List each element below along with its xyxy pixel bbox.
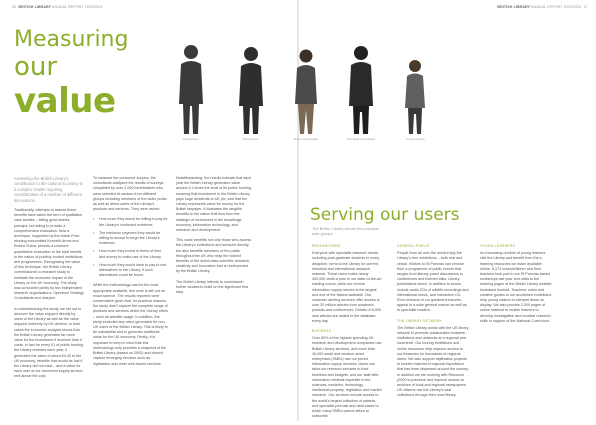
- list-item: • How much they invest in terms of time and money to make use of the Library.: [93, 249, 168, 259]
- paragraph: Notwithstanding, the results indicate that each year the British Library generates value around 4.4 times the level of its public funding, meaning that investment in the British Library pays huge dividends to UK plc, and that the Library represents value for money for the British taxpayer. It illustrates the tangible benefits to the nation that flow from the strategic of investment in the knowledge economy, information technology, and research and development.: [176, 176, 252, 233]
- right-running-header: [497, 5, 588, 9]
- survey-question-list: [93, 217, 168, 278]
- user-group-column-3: [480, 244, 552, 329]
- paragraph: Traditionally, attempts to assess these benefits have taken the form of qualitative case studies – telling good stories, perhaps, but failing to provide a comprehensive evaluation. Now a technique, supported by the Nobel Prize winning economists Kenneth Arrow and Robert Solow, permits a coherent quantitative evaluation of the total benefit to the nation of publicly funded institutions and programmes. Recognising the value of this technique, the British Library commissioned a research study to estimate the economic impact of the Library on the UK economy. The study was conducted jointly by two independent research organisations, Spectrum Strategy Consultants and Indepen.: [14, 208, 84, 301]
- group-heading-business: BUSINESS: [312, 329, 332, 334]
- photo-caption: Life Science Network: [346, 137, 376, 141]
- list-item: • The minimum payment they would be willing to accept to forgo the Library's existence.: [93, 231, 168, 247]
- group-heading-library-network: THE LIBRARY NETWORK: [397, 318, 442, 323]
- left-running-header: [12, 5, 103, 9]
- group-text: Over 80% of the highest spending UK research and development companies use British Library services, and more than 16,000 small and medium-sized enterprises (SMEs) use our priced information supply services. Users can tailor our research services to their timelines and budgets, and our staff offer information retrieval expertise in the sciences, medicine, technology, intellectual property, legislation and market research. Our services include access to the world's largest collection of patents, and specialist journals and data bases to which many SMEs cannot afford to subscribe.: [312, 336, 382, 419]
- group-heading-young-learners: YOUNG LEARNERS: [480, 244, 515, 248]
- paragraph: This value benefits not only those who access the Library's collections and services directly, but also benefits members of the public throughout the UK who reap the indirect benefits of the world-class scientific research, creativity and innovation that is underpinned by the British Library.: [176, 238, 252, 274]
- photo-caption: Researcher: [183, 137, 199, 141]
- researcher-photo-2: [239, 47, 263, 134]
- paragraph: While the methodology used is the most appropriate available, this work is still not an exact science. The results reported were conservative given that, for practical reasons, the study didn't capture the complete range of products and services which the Library offers – such as website usage. In addition, the study excluded any value generated for non-UK users of the British Library. This is likely to be substantial and to generate additional value for the UK economy. Finally, it is important to keep in mind that this methodology only provides a snapshot of the British Library (based on 2003) and doesn't capture emerging services such as digitisation and other web-based services.: [93, 283, 168, 366]
- young-learner-photo: [405, 60, 425, 134]
- title-line-1: Measuring: [14, 27, 129, 52]
- user-silhouettes: [163, 6, 455, 156]
- section-title: Serving our users: [310, 205, 460, 225]
- intro-text: Assessing the British Library's contribution to the cultural economy is a complex matter requiring consideration of a number of different dimensions.: [14, 176, 83, 203]
- group-text: Everyone with specialist research needs, including post-graduate students in every discipline, turns to the Library for current, historical and international research material. These users make nearly 400,000 visits a year to our state-of-the-art reading rooms, while our remote information supply service is the largest and one of the fastest available. Our customer alerting services offer access to over 20 million articles from academic journals and conferences. Details of 8,000 new articles are added to the database every day.: [312, 251, 382, 323]
- list-item: • How much they would have to pay to use alternatives to the Library, if such alternatives could be found.: [93, 263, 168, 279]
- column-2: [93, 176, 168, 372]
- title-line-3: value: [14, 81, 116, 121]
- photo-caption: Researcher: [243, 137, 259, 141]
- visitor-reader-photo: [295, 50, 317, 135]
- group-text: An increasing number of young learners visit the Library and benefit from the e-learning resources we make available online. 8,173 schoolchildren and their teachers took part in our St Pancras based workshops last year and visits to the learning pages of the British Library website increased fourfold. Teachers' notes and creative guides to our acclaimed exhibitions help young visitors to interpret items on display. We also provide 2,000 pages of online material to enable learners to develop investigative and creative research skills in support of the National Curriculum.: [480, 251, 552, 323]
- column-3: [176, 176, 252, 300]
- group-text: The British Library works with the UK library network to promote collaboration between institutions and networks at a regional and local level. Our touring exhibitions and online resources help improve access to our treasures for thousands of regional users. We also support digitisation projects to reunite material of regional importance that has been dispersed around the country. In addition we are working with Resource (2000 to preserve and improve access to archives of local and regional newspapers. UK citizens use the Library's vast collections through their local library.: [397, 325, 469, 398]
- brand-name: BRITISH LIBRARY: [497, 5, 531, 9]
- paragraph: The British Library intends to commission further studies to build on the significant first step.: [176, 279, 248, 295]
- section-subtitle: The British Library serves five principal user groups: [312, 226, 379, 236]
- paragraph: In commissioning the study, we set out to discover the value enjoyed directly by users of the Library as well as the value enjoyed indirectly by UK citizens. In both cases the economic analysis shows that the British Library generates far more value for the investment it receives than it costs. In fact for every £1 of public funding the Library receives each year, it generates the value of about £4.40 to the UK economy, benefits that would be lost if the Library did not exist – and a value for each user of our document supply service, well above the cost.: [14, 306, 84, 379]
- page-number: 26: [12, 5, 17, 9]
- report-name: ANNUAL REPORT 2003/2004: [531, 5, 582, 9]
- report-name: ANNUAL REPORT 2003/2004: [52, 5, 103, 9]
- list-item: • How much they would be willing to pay for the Library's continued existence.: [93, 217, 168, 227]
- group-text: People from all over the world enjoy the Library's free exhibitions – both real and virtual. Visitors to St Pancras can choose from a programme of public events that ranges from literary panel discussions to conferences and themed talks. Library publications which, in addition to books, include audio CDs of wildlife recordings and international music, and interactive CD-Rom versions of our greatest treasures, appeal to a wide general market as well as to specialist readers.: [397, 251, 469, 313]
- photo-caption: Young Learner: [405, 137, 425, 141]
- photo-caption: Visitor and Reader: [293, 137, 319, 141]
- user-group-column-2: [397, 244, 469, 404]
- user-photo-strip: [163, 6, 455, 156]
- column-1: [14, 176, 84, 385]
- page-title: [14, 28, 128, 120]
- group-heading-general-public: GENERAL PUBLIC: [397, 244, 430, 248]
- page-number: 27: [583, 5, 588, 9]
- user-group-column-1: [312, 244, 382, 425]
- life-science-photo: [349, 46, 373, 134]
- group-heading-researchers: RESEARCHERS: [312, 244, 341, 248]
- title-line-2: our: [14, 52, 58, 82]
- brand-name: BRITISH LIBRARY: [18, 5, 52, 9]
- paragraph: To measure the consumer surplus, the consultants analysed the results of surveys completed by over 2,000 beneficiaries who were selected at random from different groups including members of the wider public as well as direct users of the Library's products and services. They were asked:: [93, 176, 167, 212]
- researcher-photo-1: [179, 45, 203, 134]
